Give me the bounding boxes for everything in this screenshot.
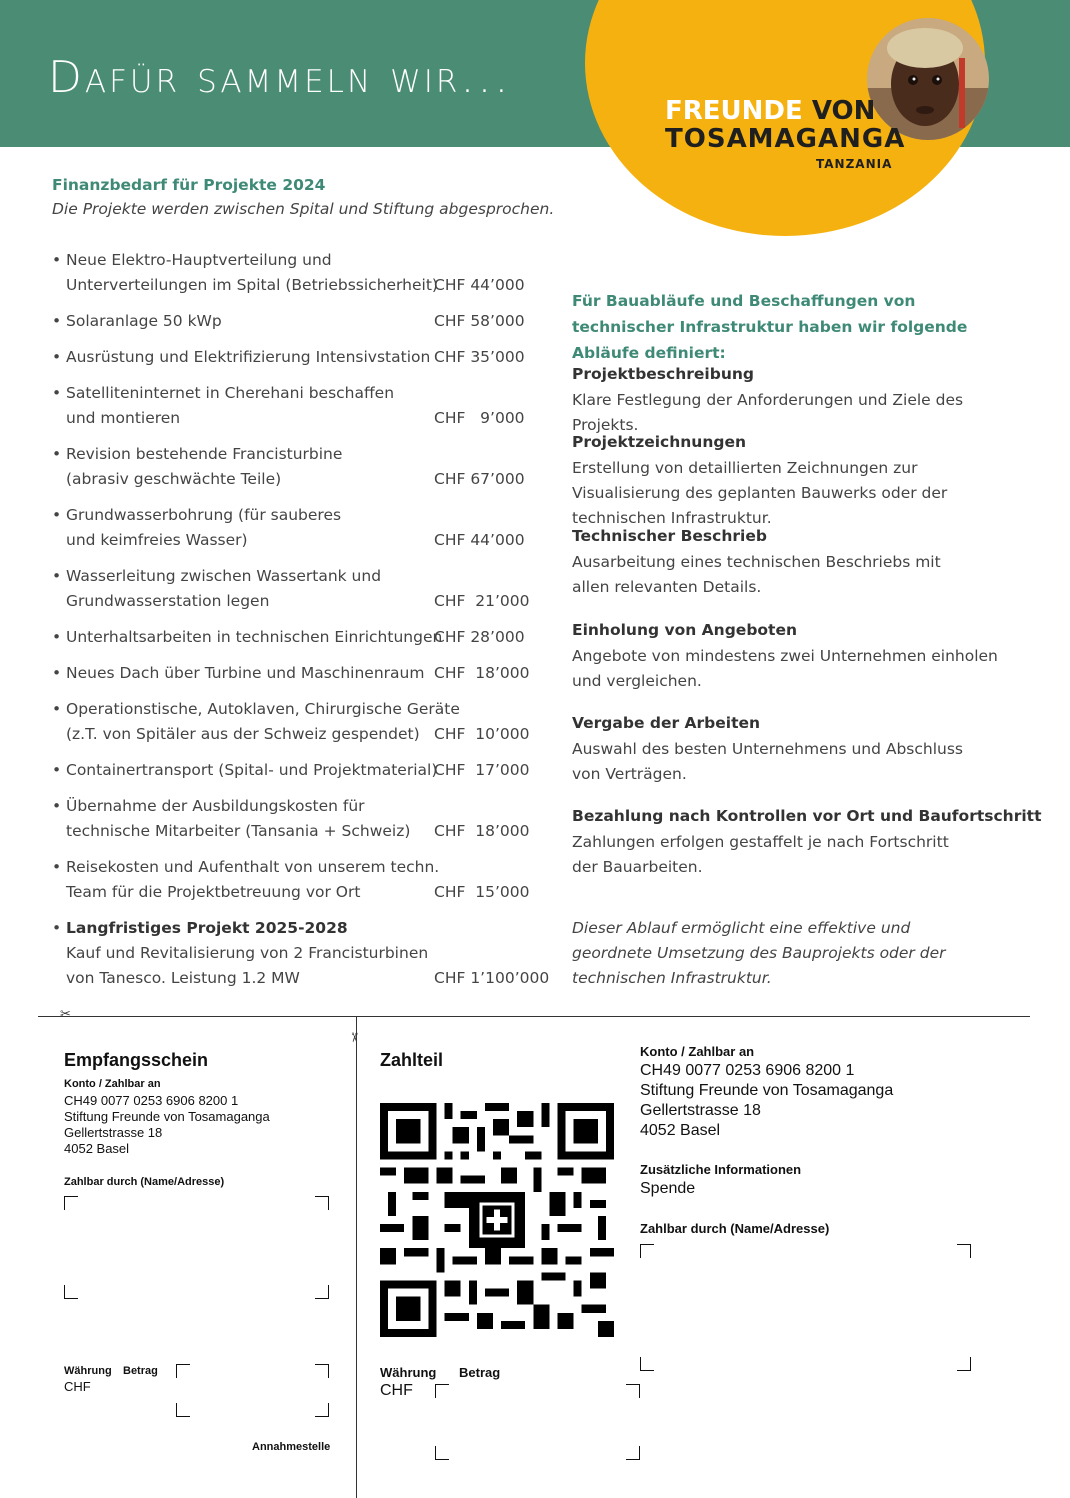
logo-text-line3: TANZANIA xyxy=(816,157,893,171)
item-line: von Tanesco. Leistung 1.2 MW xyxy=(66,969,300,987)
item-line: Unterverteilungen im Spital (Betriebssicherheit) xyxy=(66,276,438,294)
bullet: • xyxy=(52,312,62,330)
receipt-street: Gellertstrasse 18 xyxy=(64,1125,163,1140)
step-heading: Projektbeschreibung xyxy=(572,365,754,383)
item-line: Ausrüstung und Elektrifizierung Intensivstation xyxy=(66,348,431,366)
item-line: Neue Elektro-Hauptverteilung und xyxy=(66,251,332,269)
step-heading: Projektzeichnungen xyxy=(572,433,747,451)
field-corner xyxy=(176,1364,190,1378)
step-heading: Technischer Beschrieb xyxy=(572,527,767,545)
item-line: Langfristiges Projekt 2025-2028 xyxy=(66,919,348,937)
payment-name: Stiftung Freunde von Tosamaganga xyxy=(640,1082,894,1099)
field-corner xyxy=(64,1196,78,1210)
field-corner xyxy=(640,1357,654,1371)
child-photo-image xyxy=(867,18,989,140)
logo-text-line2: TOSAMAGANGA xyxy=(665,124,906,154)
item-line: Grundwasserstation legen xyxy=(66,592,270,610)
bullet: • xyxy=(52,761,62,779)
finance-item xyxy=(52,345,532,370)
finance-item xyxy=(52,442,532,492)
item-line: Reisekosten und Aufenthalt von unserem techn. xyxy=(66,858,440,876)
item-line: Grundwasserbohrung (für sauberes xyxy=(66,506,342,524)
item-amount: CHF 21’000 xyxy=(434,592,530,610)
bullet: • xyxy=(52,628,62,646)
field-corner xyxy=(315,1403,329,1417)
payment-payable-by-label: Zahlbar durch (Name/Adresse) xyxy=(640,1221,830,1236)
step-text: Erstellung von detaillierten Zeichnungen zur Visualisierung des geplanten Bauwerks oder der technischen Infrastruktur. xyxy=(572,459,948,527)
field-corner xyxy=(176,1403,190,1417)
receipt-name: Stiftung Freunde von Tosamaganga xyxy=(64,1109,270,1124)
bullet: • xyxy=(52,445,62,463)
item-line: Revision bestehende Francisturbine xyxy=(66,445,343,463)
receipt-account-label: Konto / Zahlbar an xyxy=(64,1078,161,1090)
item-line: Unterhaltsarbeiten in technischen Einrichtungen xyxy=(66,628,443,646)
finance-item xyxy=(52,309,532,334)
receipt-city: 4052 Basel xyxy=(64,1141,130,1156)
bullet: • xyxy=(52,797,62,815)
field-corner xyxy=(435,1384,449,1398)
perforation-line-vertical xyxy=(356,1016,357,1498)
finance-item xyxy=(52,697,532,747)
receipt-title: Empfangsschein xyxy=(64,1050,209,1070)
receipt-iban: CH49 0077 0253 6906 8200 1 xyxy=(64,1093,239,1108)
step-text: Auswahl des besten Unternehmens und Abschluss von Verträgen. xyxy=(572,740,964,783)
field-corner xyxy=(315,1196,329,1210)
item-amount: CHF 18’000 xyxy=(434,664,530,682)
item-amount: CHF 58’000 xyxy=(434,312,525,330)
item-line: Operationstische, Autoklaven, Chirurgische Geräte xyxy=(66,700,460,718)
finance-item xyxy=(52,916,550,991)
logo-text-line1: FREUNDE VON xyxy=(665,96,876,126)
bullet: • xyxy=(52,506,62,524)
item-line: Kauf und Revitalisierung von 2 Francisturbinen xyxy=(66,944,429,962)
payment-title: Zahlteil xyxy=(380,1050,444,1070)
step-text: Ausarbeitung eines technischen Beschriebs mit allen relevanten Details. xyxy=(572,553,941,596)
item-amount: CHF 18’000 xyxy=(434,822,530,840)
step-text: Zahlungen erfolgen gestaffelt je nach Fortschritt der Bauarbeiten. xyxy=(572,833,949,876)
finance-subtitle: Die Projekte werden zwischen Spital und Stiftung abgesprochen. xyxy=(52,200,555,218)
item-line: technische Mitarbeiter (Tansania + Schweiz) xyxy=(66,822,411,840)
bullet: • xyxy=(52,567,62,585)
field-corner xyxy=(64,1285,78,1299)
item-line: Containertransport (Spital- und Projektmaterial) xyxy=(66,761,438,779)
item-amount: CHF 44’000 xyxy=(434,276,525,294)
item-amount: CHF 10’000 xyxy=(434,725,530,743)
receipt-currency-label: Währung xyxy=(64,1365,112,1377)
field-corner xyxy=(957,1244,971,1258)
finance-item xyxy=(52,503,532,553)
process-closing: Dieser Ablauf ermöglicht eine effektive und geordnete Umsetzung des Bauprojekts oder der technischen Infrastruktur. xyxy=(572,919,946,987)
field-corner xyxy=(315,1285,329,1299)
item-line: Satelliteninternet in Cherehani beschaffen xyxy=(66,384,395,402)
item-line: Wasserleitung zwischen Wassertank und xyxy=(66,567,382,585)
item-line: Übernahme der Ausbildungskosten für xyxy=(66,797,365,815)
receipt-currency: CHF xyxy=(64,1379,91,1394)
step-heading: Vergabe der Arbeiten xyxy=(572,714,761,732)
qr-code[interactable] xyxy=(380,1103,614,1337)
item-line: (abrasiv geschwächte Teile) xyxy=(66,470,282,488)
page-title: Dafür sammeln wir... xyxy=(48,52,512,103)
scissors-icon: ✂ xyxy=(60,1007,71,1022)
payment-address xyxy=(640,1061,893,1141)
item-line: und keimfreies Wasser) xyxy=(66,531,248,549)
finance-item xyxy=(52,855,532,905)
bullet: • xyxy=(52,664,62,682)
item-amount: CHF 17’000 xyxy=(434,761,530,779)
step-text: Klare Festlegung der Anforderungen und Ziele des Projekts. xyxy=(572,391,964,434)
item-amount: CHF 9’000 xyxy=(434,409,525,427)
scissors-icon: ✂ xyxy=(345,1032,361,1043)
item-amount: CHF 35’000 xyxy=(434,348,525,366)
finance-item xyxy=(52,564,532,614)
bullet: • xyxy=(52,251,62,269)
additional-info-value: Spende xyxy=(640,1180,696,1197)
payment-city: 4052 Basel xyxy=(640,1122,721,1139)
payment-account-label: Konto / Zahlbar an xyxy=(640,1044,755,1059)
finance-title: Finanzbedarf für Projekte 2024 xyxy=(52,176,326,194)
acceptance-point-label: Annahmestelle xyxy=(252,1441,331,1453)
step-text: Angebote von mindestens zwei Unternehmen einholen und vergleichen. xyxy=(572,647,998,690)
item-amount: CHF 67’000 xyxy=(434,470,525,488)
item-amount: CHF 1’100’000 xyxy=(434,969,550,987)
receipt-payable-by-label: Zahlbar durch (Name/Adresse) xyxy=(64,1176,225,1188)
step-heading: Einholung von Angeboten xyxy=(572,621,798,639)
finance-item xyxy=(52,381,532,431)
finance-item xyxy=(52,625,532,650)
field-corner xyxy=(640,1244,654,1258)
bullet: • xyxy=(52,919,62,937)
field-corner xyxy=(315,1364,329,1378)
bullet: • xyxy=(52,858,62,876)
finance-item xyxy=(52,794,532,844)
bullet: • xyxy=(52,348,62,366)
perforation-line-horizontal xyxy=(38,1016,1030,1017)
payment-currency-label: Währung xyxy=(380,1365,437,1380)
bullet: • xyxy=(52,384,62,402)
item-line: Team für die Projektbetreuung vor Ort xyxy=(66,883,361,901)
receipt-amount-label: Betrag xyxy=(123,1365,158,1377)
field-corner xyxy=(626,1446,640,1460)
finance-item xyxy=(52,661,532,686)
item-line: (z.T. von Spitäler aus der Schweiz gespendet) xyxy=(66,725,420,743)
item-line: Solaranlage 50 kWp xyxy=(66,312,222,330)
payment-iban: CH49 0077 0253 6906 8200 1 xyxy=(640,1062,855,1079)
additional-info-label: Zusätzliche Informationen xyxy=(640,1162,802,1177)
step-heading: Bezahlung nach Kontrollen vor Ort und Baufortschritt xyxy=(572,807,1042,825)
receipt-address xyxy=(64,1093,270,1157)
payment-amount-label: Betrag xyxy=(459,1365,501,1380)
payment-currency: CHF xyxy=(380,1382,413,1399)
item-amount: CHF 28’000 xyxy=(434,628,525,646)
bullet: • xyxy=(52,700,62,718)
item-amount: CHF 44’000 xyxy=(434,531,525,549)
finance-item xyxy=(52,248,532,298)
item-line: und montieren xyxy=(66,409,181,427)
child-photo xyxy=(867,18,989,140)
field-corner xyxy=(435,1446,449,1460)
field-corner xyxy=(626,1384,640,1398)
field-corner xyxy=(957,1357,971,1371)
process-intro: Für Bauabläufe und Beschaffungen von technischer Infrastruktur haben wir folgende Abläufe definiert: xyxy=(572,292,968,362)
finance-item xyxy=(52,758,532,783)
payment-street: Gellertstrasse 18 xyxy=(640,1102,761,1119)
item-amount: CHF 15’000 xyxy=(434,883,530,901)
item-line: Neues Dach über Turbine und Maschinenraum xyxy=(66,664,425,682)
